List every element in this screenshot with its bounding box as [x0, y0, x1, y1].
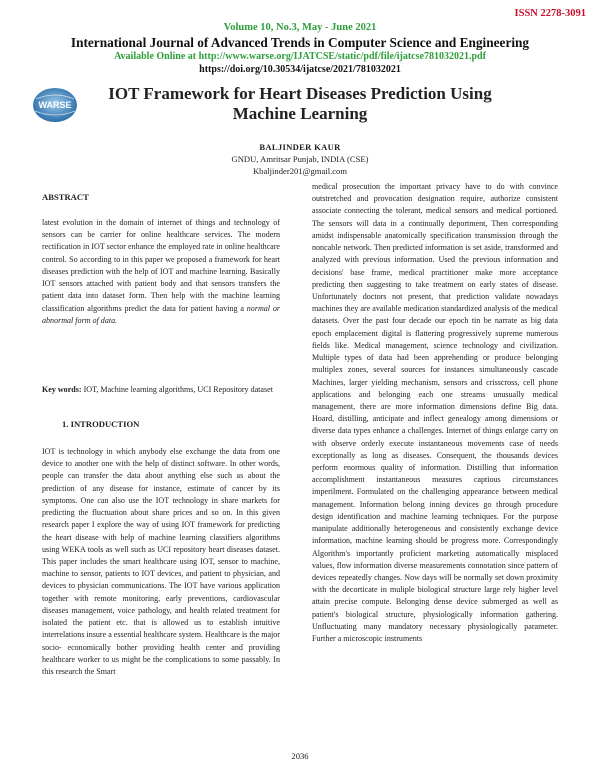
right-column-text: medical prosecution the important privacy have to do with convince outstretched and provocation designation require, authorize consistent associate connecting the tolerant, medical sensors and medical portioned. The sensors will data in a continually deportment, Then corresponding amidst indispensable anatomically specification transmission through the noncable network. Then predicted information is set aside, transformed and analyzed with previous information. Used the previous information and decisions' base frame, medical practitioner make more acceptance predicting then suggesting to take treatment on early states of disease. Unfortunately doctors not present, that prediction validate nowadays machines they are available medication standardized analysis of the medical datasets. Over the past four decade our epoch tin be narrate as big data epoch emplacement digital is flattering progressively supreme numerous fields like. Medical management, science technology and civilization. Multiple types of data had been apprehending or produce belonging multiplex zones, several sources for instances simultaneously cascade Machines, larger yielding mechanism, sensors and crisscross, cell phone applications and belonging each one streams unusually medical management, there are more information dimensions define Big data. Hoard, distilling, anticipate and inflect genealogy among dimensions or diverse data types enhance a challenges. Internet of things enlarge carry on with observe orderly execute instantaneous movements case of needs exceptionally as long as diseases. Consequent, the thousands devices perform enormous quality of information. Distilling that information accomplishment instantaneous measures captious circumstances imperilment. Formulated on the challenging appearance between medical management. Information belong inning devices go through procedure design identification and machine learning techniques. For the purpose manipulate additionally heterogeneous and consistently exchange device information, machine learning should be progress more. Correspondingly Algorithm's importantly proficient marketing automatically misplaced values, flow information diverse measurements connotation since pattern of devices repeatedly changes. Now days will be normally set down proximity with the decorticate in muliple biological structure large rely higher level attain precise compute. Belonging dense device submerged as well as patient's biological structure, physiologically information gathering. Unfluctuating many mandatory necessary physiologically parameter. Further a microscopic instruments	[312, 182, 558, 644]
abstract-heading: ABSTRACT	[42, 192, 89, 202]
keywords-label: Key words:	[42, 385, 82, 394]
introduction-body	[42, 446, 280, 678]
author-email: Kbaljinder201@gmail.com	[252, 166, 348, 176]
volume-issue-line: Volume 10, No.3, May - June 2021	[223, 22, 377, 33]
page-number: 2036	[291, 751, 309, 761]
right-column-body	[312, 181, 558, 645]
keywords	[42, 384, 280, 396]
warse-logo	[30, 85, 80, 125]
abstract-body	[42, 217, 280, 327]
abstract-emphasis: normal or abnormal form of data.	[42, 303, 281, 325]
available-online-link[interactable]: Available Online at http://www.warse.org/IJATCSE/static/pdf/file/ijatcse781032021.pdf	[114, 51, 486, 62]
journal-title: International Journal of Advanced Trends in Computer Science and Engineering	[70, 35, 530, 50]
issn-label: ISSN 2278-3091	[514, 8, 586, 19]
introduction-text: IOT is technology in which anybody else exchange the data from one device to another one with the help of distinct software. In other words, people can transfer the data about anything else such as about the prediction of any disease for instance, estimate of cancer by its symptoms. One can also use the IOT technology in share markets for predicting the fluctuation about share prices and so on. In this given research paper I explore the way of using IOT framework for predicting the heart disease with help of machine learning classifiers algorithms using WEKA tools as well such as UCI repository heart diseases dataset. This paper includes the smart healthcare using IOT, sensor to machine, machine to sensor, patients to IOT devices, and patient to physician, and devices to physician communications. The IOT have various application together with remote monitoring, early preventions, cardiovascular diseases management, voice pathology, and health related treatment for isolated the patient etc. that is allowed us to establish intuitive interrelations insure a essential healthcare system. Healthcare is the major socio- economically bother providing health center and providing healthcare worker to us might be the complications to some passably. In this research the Smart	[42, 447, 280, 676]
paper-title: IOT Framework for Heart Diseases Prediction Using Machine Learning	[108, 84, 492, 123]
abstract-text: latest evolution in the domain of internet of things and technology of sensors can be carrier for online healthcare services. The modern rectification in IOT sector enhance the employed rate in online healthcare control. So according to in this paper we proposed a framework for heart diseases prediction with the help of IOT and machine learning. Basically IOT sensors attached with patient body and that sensors transfers the patient data into dataset form. Then help with the machine learning classification algorithms predict the data for patient having a	[42, 218, 280, 313]
introduction-heading: 1. INTRODUCTION	[62, 419, 140, 429]
author-affiliation: GNDU, Amritsar Punjab, INDIA (CSE)	[231, 154, 369, 164]
logo-text: WARSE	[38, 100, 72, 110]
doi-link[interactable]: https://doi.org/10.30534/ijatcse/2021/781032021	[199, 64, 401, 75]
author-name: BALJINDER KAUR	[259, 142, 341, 152]
keywords-text: IOT, Machine learning algorithms, UCI Repository dataset	[83, 385, 273, 394]
